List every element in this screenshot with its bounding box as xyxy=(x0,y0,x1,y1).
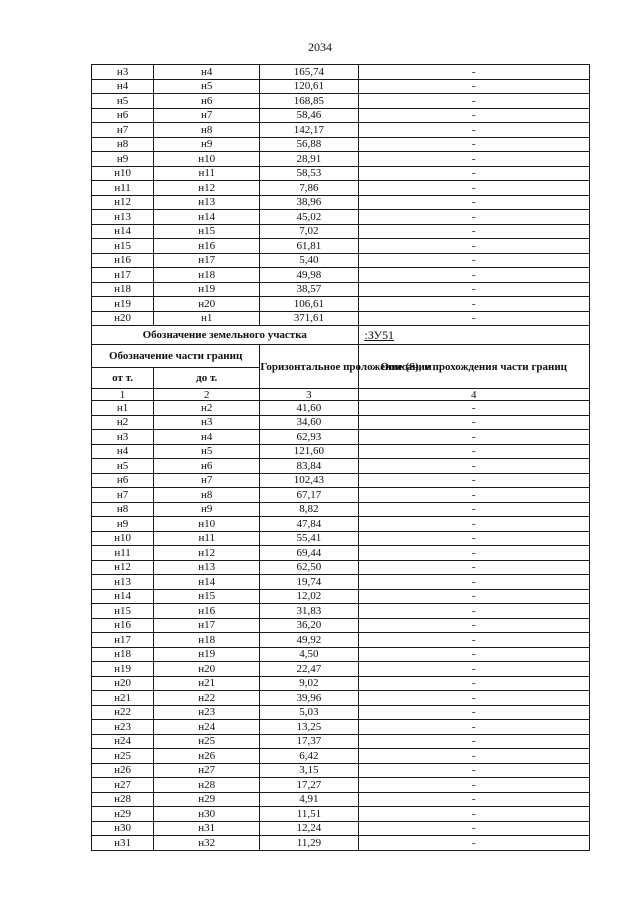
to-point-cell: н25 xyxy=(154,734,260,749)
table-row xyxy=(92,763,590,778)
distance-cell: 38,57 xyxy=(260,282,358,297)
description-cell: - xyxy=(358,633,590,648)
from-point-cell: н14 xyxy=(92,589,154,604)
section-header xyxy=(92,326,590,401)
to-point-cell: н29 xyxy=(154,792,260,807)
from-point-cell: н23 xyxy=(92,720,154,735)
to-point-cell: н9 xyxy=(154,502,260,517)
distance-cell: 19,74 xyxy=(260,575,358,590)
table-row xyxy=(92,705,590,720)
table-row xyxy=(92,311,590,326)
table-row xyxy=(92,108,590,123)
description-cell: - xyxy=(358,444,590,459)
description-cell: - xyxy=(358,618,590,633)
distance-cell: 67,17 xyxy=(260,488,358,503)
distance-cell: 47,84 xyxy=(260,517,358,532)
distance-cell: 121,60 xyxy=(260,444,358,459)
distance-cell: 12,24 xyxy=(260,821,358,836)
from-point-cell: н25 xyxy=(92,749,154,764)
description-cell: - xyxy=(358,297,590,312)
distance-cell: 17,27 xyxy=(260,778,358,793)
from-point-cell: н28 xyxy=(92,792,154,807)
description-cell: - xyxy=(358,821,590,836)
distance-cell: 8,82 xyxy=(260,502,358,517)
distance-cell: 39,96 xyxy=(260,691,358,706)
description-cell: - xyxy=(358,79,590,94)
distance-cell: 5,40 xyxy=(260,253,358,268)
from-point-cell: н4 xyxy=(92,444,154,459)
description-cell: - xyxy=(358,268,590,283)
table-row xyxy=(92,152,590,167)
from-point-cell: н4 xyxy=(92,79,154,94)
from-point-cell: н2 xyxy=(92,415,154,430)
to-point-cell: н7 xyxy=(154,108,260,123)
from-point-cell: н10 xyxy=(92,166,154,181)
description-cell: - xyxy=(358,459,590,474)
to-point-cell: н5 xyxy=(154,79,260,94)
distance-cell: 13,25 xyxy=(260,720,358,735)
from-point-cell: н3 xyxy=(92,430,154,445)
from-point-cell: н11 xyxy=(92,181,154,196)
description-cell: - xyxy=(358,807,590,822)
from-point-cell: н15 xyxy=(92,239,154,254)
distance-cell: 17,37 xyxy=(260,734,358,749)
distance-cell: 7,86 xyxy=(260,181,358,196)
table-row xyxy=(92,444,590,459)
description-cell: - xyxy=(358,778,590,793)
from-point-cell: н12 xyxy=(92,195,154,210)
from-point-cell: н13 xyxy=(92,575,154,590)
from-point-cell: н6 xyxy=(92,108,154,123)
table-row xyxy=(92,618,590,633)
table-row xyxy=(92,239,590,254)
distance-cell: 31,83 xyxy=(260,604,358,619)
to-point-cell: н1 xyxy=(154,311,260,326)
to-header: до т. xyxy=(154,368,260,389)
to-point-cell: н31 xyxy=(154,821,260,836)
table-row xyxy=(92,123,590,138)
from-point-cell: н15 xyxy=(92,604,154,619)
distance-cell: 142,17 xyxy=(260,123,358,138)
description-cell: - xyxy=(358,430,590,445)
table-row xyxy=(92,210,590,225)
to-point-cell: н20 xyxy=(154,297,260,312)
to-point-cell: н27 xyxy=(154,763,260,778)
table-row xyxy=(92,778,590,793)
description-cell: - xyxy=(358,181,590,196)
description-cell: - xyxy=(358,647,590,662)
distance-cell: 69,44 xyxy=(260,546,358,561)
to-point-cell: н15 xyxy=(154,224,260,239)
page-number: 2034 xyxy=(308,40,332,54)
horizontal-header: Горизонтальное проложение (S), м xyxy=(260,345,358,389)
from-point-cell: н14 xyxy=(92,224,154,239)
table-row xyxy=(92,401,590,416)
to-point-cell: н11 xyxy=(154,166,260,181)
distance-cell: 49,92 xyxy=(260,633,358,648)
distance-cell: 56,88 xyxy=(260,137,358,152)
distance-cell: 11,51 xyxy=(260,807,358,822)
lower-rows xyxy=(92,401,590,851)
from-point-cell: н22 xyxy=(92,705,154,720)
distance-cell: 6,42 xyxy=(260,749,358,764)
distance-cell: 58,46 xyxy=(260,108,358,123)
description-cell: - xyxy=(358,575,590,590)
from-point-cell: н10 xyxy=(92,531,154,546)
from-point-cell: н5 xyxy=(92,94,154,109)
distance-cell: 62,93 xyxy=(260,430,358,445)
description-cell: - xyxy=(358,311,590,326)
to-point-cell: н22 xyxy=(154,691,260,706)
distance-cell: 38,96 xyxy=(260,195,358,210)
to-point-cell: н21 xyxy=(154,676,260,691)
to-point-cell: н16 xyxy=(154,239,260,254)
table-row xyxy=(92,662,590,677)
table-row xyxy=(92,647,590,662)
land-plot-value: :ЗУ51 xyxy=(358,326,590,345)
table-row xyxy=(92,792,590,807)
from-point-cell: н18 xyxy=(92,647,154,662)
description-cell: - xyxy=(358,662,590,677)
to-point-cell: н10 xyxy=(154,152,260,167)
description-cell: - xyxy=(358,401,590,416)
table-row xyxy=(92,459,590,474)
distance-cell: 41,60 xyxy=(260,401,358,416)
to-point-cell: н4 xyxy=(154,65,260,80)
description-cell: - xyxy=(358,676,590,691)
from-point-cell: н19 xyxy=(92,662,154,677)
description-header: Описание прохождения части границ xyxy=(358,345,590,389)
from-point-cell: н24 xyxy=(92,734,154,749)
distance-cell: 83,84 xyxy=(260,459,358,474)
table-row xyxy=(92,253,590,268)
table-row xyxy=(92,691,590,706)
boundary-table xyxy=(91,64,590,851)
description-cell: - xyxy=(358,137,590,152)
to-point-cell: н4 xyxy=(154,430,260,445)
table-row xyxy=(92,94,590,109)
description-cell: - xyxy=(358,836,590,851)
from-point-cell: н1 xyxy=(92,401,154,416)
to-point-cell: н23 xyxy=(154,705,260,720)
description-cell: - xyxy=(358,720,590,735)
description-cell: - xyxy=(358,546,590,561)
from-point-cell: н27 xyxy=(92,778,154,793)
to-point-cell: н15 xyxy=(154,589,260,604)
from-point-cell: н6 xyxy=(92,473,154,488)
description-cell: - xyxy=(358,749,590,764)
column-number: 1 xyxy=(92,389,154,401)
description-cell: - xyxy=(358,705,590,720)
distance-cell: 371,61 xyxy=(260,311,358,326)
to-point-cell: н24 xyxy=(154,720,260,735)
upper-rows xyxy=(92,65,590,326)
distance-cell: 9,02 xyxy=(260,676,358,691)
to-point-cell: н6 xyxy=(154,94,260,109)
distance-cell: 22,47 xyxy=(260,662,358,677)
to-point-cell: н18 xyxy=(154,633,260,648)
table-row xyxy=(92,181,590,196)
from-point-cell: н20 xyxy=(92,311,154,326)
table-row xyxy=(92,415,590,430)
from-point-cell: н20 xyxy=(92,676,154,691)
distance-cell: 55,41 xyxy=(260,531,358,546)
description-cell: - xyxy=(358,691,590,706)
description-cell: - xyxy=(358,517,590,532)
description-cell: - xyxy=(358,604,590,619)
from-point-cell: н5 xyxy=(92,459,154,474)
table-row xyxy=(92,546,590,561)
table-row xyxy=(92,589,590,604)
table-row xyxy=(92,79,590,94)
description-cell: - xyxy=(358,734,590,749)
distance-cell: 106,61 xyxy=(260,297,358,312)
to-point-cell: н14 xyxy=(154,575,260,590)
part-designation-header: Обозначение части границ xyxy=(92,345,260,368)
to-point-cell: н17 xyxy=(154,618,260,633)
to-point-cell: н14 xyxy=(154,210,260,225)
table-row xyxy=(92,531,590,546)
distance-cell: 120,61 xyxy=(260,79,358,94)
to-point-cell: н3 xyxy=(154,415,260,430)
description-cell: - xyxy=(358,195,590,210)
to-point-cell: н19 xyxy=(154,282,260,297)
table-row xyxy=(92,137,590,152)
table-row xyxy=(92,224,590,239)
description-cell: - xyxy=(358,488,590,503)
table-row xyxy=(92,836,590,851)
from-point-cell: н17 xyxy=(92,268,154,283)
table-row xyxy=(92,195,590,210)
distance-cell: 45,02 xyxy=(260,210,358,225)
table-row xyxy=(92,633,590,648)
to-point-cell: н7 xyxy=(154,473,260,488)
distance-cell: 4,91 xyxy=(260,792,358,807)
distance-cell: 34,60 xyxy=(260,415,358,430)
description-cell: - xyxy=(358,792,590,807)
description-cell: - xyxy=(358,123,590,138)
description-cell: - xyxy=(358,94,590,109)
distance-cell: 165,74 xyxy=(260,65,358,80)
description-cell: - xyxy=(358,415,590,430)
from-point-cell: н7 xyxy=(92,488,154,503)
land-plot-label: Обозначение земельного участка xyxy=(92,326,359,345)
table-row xyxy=(92,821,590,836)
table-row xyxy=(92,517,590,532)
to-point-cell: н12 xyxy=(154,181,260,196)
table-row xyxy=(92,166,590,181)
to-point-cell: н26 xyxy=(154,749,260,764)
to-point-cell: н2 xyxy=(154,401,260,416)
to-point-cell: н16 xyxy=(154,604,260,619)
distance-cell: 11,29 xyxy=(260,836,358,851)
to-point-cell: н8 xyxy=(154,123,260,138)
description-cell: - xyxy=(358,763,590,778)
to-point-cell: н11 xyxy=(154,531,260,546)
from-point-cell: н17 xyxy=(92,633,154,648)
from-point-cell: н16 xyxy=(92,618,154,633)
from-point-cell: н12 xyxy=(92,560,154,575)
distance-cell: 7,02 xyxy=(260,224,358,239)
column-number: 3 xyxy=(260,389,358,401)
from-point-cell: н26 xyxy=(92,763,154,778)
description-cell: - xyxy=(358,473,590,488)
to-point-cell: н6 xyxy=(154,459,260,474)
to-point-cell: н20 xyxy=(154,662,260,677)
to-point-cell: н28 xyxy=(154,778,260,793)
table-row xyxy=(92,560,590,575)
table-row xyxy=(92,430,590,445)
description-cell: - xyxy=(358,108,590,123)
distance-cell: 36,20 xyxy=(260,618,358,633)
to-point-cell: н10 xyxy=(154,517,260,532)
to-point-cell: н8 xyxy=(154,488,260,503)
to-point-cell: н30 xyxy=(154,807,260,822)
description-cell: - xyxy=(358,502,590,517)
from-point-cell: н19 xyxy=(92,297,154,312)
description-cell: - xyxy=(358,531,590,546)
from-point-cell: н31 xyxy=(92,836,154,851)
from-point-cell: н13 xyxy=(92,210,154,225)
distance-cell: 61,81 xyxy=(260,239,358,254)
table-row xyxy=(92,604,590,619)
distance-cell: 102,43 xyxy=(260,473,358,488)
table-row xyxy=(92,749,590,764)
to-point-cell: н13 xyxy=(154,195,260,210)
from-point-cell: н16 xyxy=(92,253,154,268)
table-row xyxy=(92,676,590,691)
to-point-cell: н32 xyxy=(154,836,260,851)
description-cell: - xyxy=(358,210,590,225)
table-row xyxy=(92,297,590,312)
description-cell: - xyxy=(358,166,590,181)
from-point-cell: н7 xyxy=(92,123,154,138)
distance-cell: 3,15 xyxy=(260,763,358,778)
from-point-cell: н11 xyxy=(92,546,154,561)
from-point-cell: н8 xyxy=(92,137,154,152)
distance-cell: 28,91 xyxy=(260,152,358,167)
to-point-cell: н18 xyxy=(154,268,260,283)
table-row xyxy=(92,720,590,735)
from-point-cell: н3 xyxy=(92,65,154,80)
table-row xyxy=(92,502,590,517)
table-row xyxy=(92,575,590,590)
distance-cell: 168,85 xyxy=(260,94,358,109)
distance-cell: 58,53 xyxy=(260,166,358,181)
table-row xyxy=(92,65,590,80)
from-point-cell: н21 xyxy=(92,691,154,706)
table-row xyxy=(92,282,590,297)
distance-cell: 4,50 xyxy=(260,647,358,662)
table-row xyxy=(92,807,590,822)
from-header: от т. xyxy=(92,368,154,389)
from-point-cell: н9 xyxy=(92,152,154,167)
distance-cell: 62,50 xyxy=(260,560,358,575)
to-point-cell: н5 xyxy=(154,444,260,459)
distance-cell: 12,02 xyxy=(260,589,358,604)
to-point-cell: н19 xyxy=(154,647,260,662)
to-point-cell: н13 xyxy=(154,560,260,575)
column-number: 2 xyxy=(154,389,260,401)
to-point-cell: н9 xyxy=(154,137,260,152)
to-point-cell: н17 xyxy=(154,253,260,268)
table-row xyxy=(92,268,590,283)
from-point-cell: н9 xyxy=(92,517,154,532)
column-number: 4 xyxy=(358,389,590,401)
table-row xyxy=(92,734,590,749)
description-cell: - xyxy=(358,589,590,604)
description-cell: - xyxy=(358,560,590,575)
table-row xyxy=(92,488,590,503)
from-point-cell: н30 xyxy=(92,821,154,836)
description-cell: - xyxy=(358,239,590,254)
to-point-cell: н12 xyxy=(154,546,260,561)
table-row xyxy=(92,473,590,488)
description-cell: - xyxy=(358,224,590,239)
from-point-cell: н8 xyxy=(92,502,154,517)
description-cell: - xyxy=(358,152,590,167)
distance-cell: 49,98 xyxy=(260,268,358,283)
distance-cell: 5,03 xyxy=(260,705,358,720)
description-cell: - xyxy=(358,282,590,297)
from-point-cell: н29 xyxy=(92,807,154,822)
description-cell: - xyxy=(358,253,590,268)
description-cell: - xyxy=(358,65,590,80)
from-point-cell: н18 xyxy=(92,282,154,297)
